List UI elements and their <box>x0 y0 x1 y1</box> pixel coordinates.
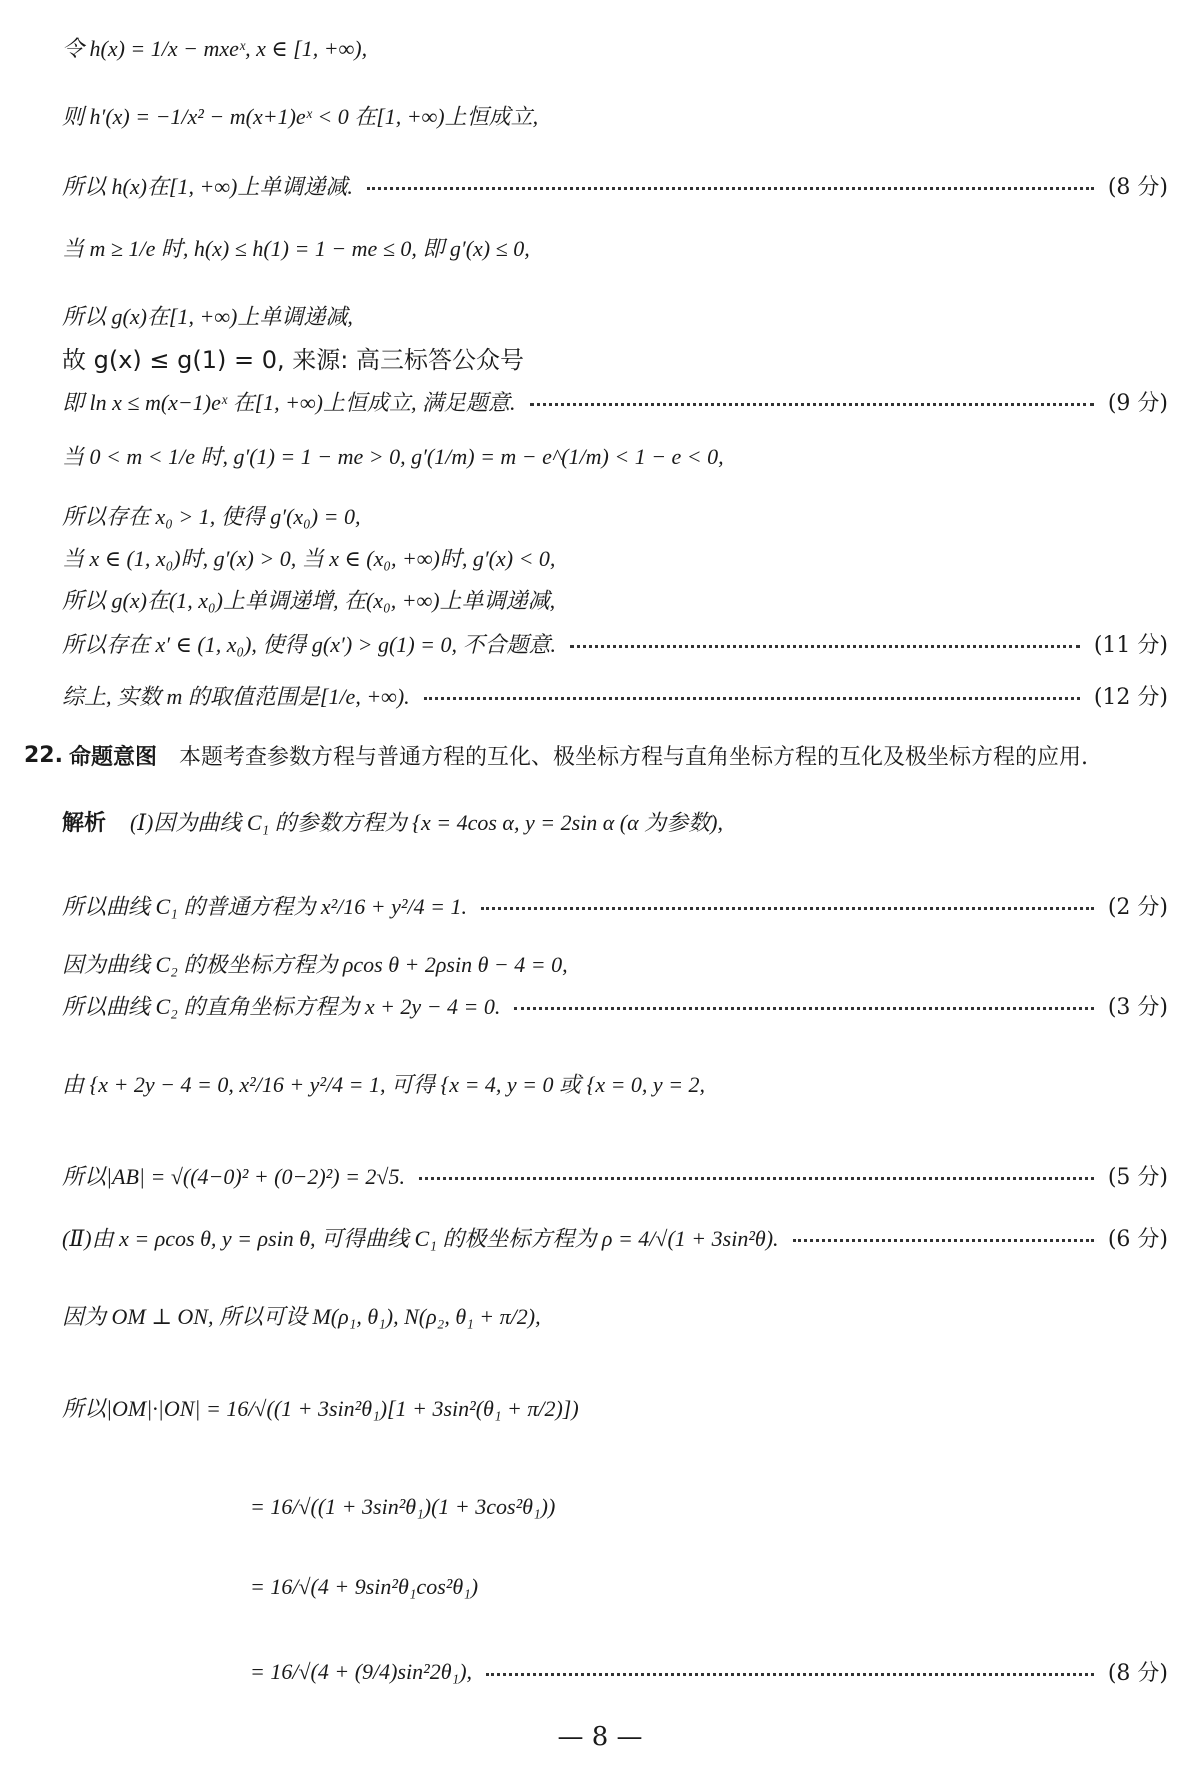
line-text: 所以 g(x)在[1, +∞)上单调递减, <box>62 304 353 329</box>
line-g-decreasing <box>62 300 1168 331</box>
line-text: 所以 h(x)在[1, +∞)上单调递减. <box>62 174 353 199</box>
score-label: (5 分) <box>1107 1165 1168 1190</box>
line-exists-x0 <box>62 500 1168 531</box>
line-sign <box>62 542 1168 573</box>
line-text: = 16/√(4 + 9sin²θ₁cos²θ₁) <box>250 1574 479 1599</box>
line-text: 因为曲线 C₂ 的极坐标方程为 ρcos θ + 2ρsin θ − 4 = 0, <box>62 952 568 977</box>
line-product-4 <box>250 1656 1168 1687</box>
line-c2-polar <box>62 948 1168 979</box>
q22-intent <box>24 740 1168 771</box>
line-text: 故 g(x) ≤ g(1) = 0, 来源: 高三标答公众号 <box>62 346 524 374</box>
line-text: 即 ln x ≤ m(x−1)eˣ 在[1, +∞)上恒成立, 满足题意. <box>62 390 516 415</box>
line-text: 当 m ≥ 1/e 时, h(x) ≤ h(1) = 1 − me ≤ 0, 即 g′(x) ≤ 0, <box>62 236 530 261</box>
section-heading: 命题意图 <box>68 745 157 770</box>
line-product-1 <box>62 1392 1168 1423</box>
line-ab <box>62 1160 1168 1191</box>
line-text: = 16/√((1 + 3sin²θ₁)(1 + 3cos²θ₁)) <box>250 1494 556 1519</box>
line-text: 因为 OM ⊥ ON, 所以可设 M(ρ₁, θ₁), N(ρ₂, θ₁ + π/2), <box>62 1304 541 1329</box>
score-label: (6 分) <box>1107 1227 1168 1252</box>
line-text: 令 h(x) = 1/x − mxeˣ, x ∈ [1, +∞), <box>62 36 368 61</box>
leader-dots <box>424 695 1080 700</box>
score-label: (9 分) <box>1107 391 1168 416</box>
leader-dots <box>367 185 1094 190</box>
line-param-eq <box>62 806 1168 837</box>
line-m-geq <box>62 232 1168 263</box>
score-label: (12 分) <box>1093 685 1168 710</box>
line-h-derivative <box>62 100 1168 131</box>
line-ln-ineq <box>62 386 1168 417</box>
line-c1-polar <box>62 1222 1168 1253</box>
line-monotonic <box>62 584 1168 615</box>
line-m-less <box>62 440 1168 471</box>
line-text: 综上, 实数 m 的取值范围是[1/e, +∞). <box>62 684 410 709</box>
line-g-leq <box>62 340 1168 375</box>
line-text: 本题考查参数方程与普通方程的互化、极坐标方程与直角坐标方程的互化及极坐标方程的应用. <box>179 745 1088 770</box>
line-text: 所以|AB| = √((4−0)² + (0−2)²) = 2√5. <box>62 1164 405 1189</box>
line-h-decreasing <box>62 170 1168 201</box>
line-text: (Ⅰ)因为曲线 C₁ 的参数方程为 {x = 4cos α, y = 2sin α (α 为参数), <box>130 810 723 835</box>
line-c2-rect <box>62 990 1168 1021</box>
leader-dots <box>793 1237 1094 1242</box>
leader-dots <box>570 643 1080 648</box>
line-text: 所以曲线 C₁ 的普通方程为 x²/16 + y²/4 = 1. <box>62 894 467 919</box>
line-product-3 <box>250 1574 1168 1600</box>
line-text: 由 {x + 2y − 4 = 0, x²/16 + y²/4 = 1, 可得 {x = 4, y = 0 或 {x = 0, y = 2, <box>62 1072 706 1097</box>
leader-dots <box>419 1175 1094 1180</box>
line-contradiction <box>62 628 1168 659</box>
score-label: (11 分) <box>1093 633 1168 658</box>
leader-dots <box>530 401 1094 406</box>
leader-dots <box>481 905 1094 910</box>
line-text: (Ⅱ)由 x = ρcos θ, y = ρsin θ, 可得曲线 C₁ 的极坐标方程为 ρ = 4/√(1 + 3sin²θ). <box>62 1226 779 1251</box>
line-om-on <box>62 1300 1168 1331</box>
score-label: (8 分) <box>1107 175 1168 200</box>
line-text: 所以|OM|·|ON| = 16/√((1 + 3sin²θ₁)[1 + 3sin²(θ₁ + π/2)]) <box>62 1396 579 1421</box>
line-text: 所以存在 x′ ∈ (1, x₀), 使得 g(x′) > g(1) = 0, 不合题意. <box>62 632 557 657</box>
score-label: (8 分) <box>1107 1661 1168 1686</box>
line-system <box>62 1068 1168 1099</box>
leader-dots <box>514 1005 1093 1010</box>
question-number: 22. <box>24 743 63 768</box>
line-conclusion <box>62 680 1168 711</box>
page-number: — 8 — <box>557 1722 643 1752</box>
score-label: (3 分) <box>1107 995 1168 1020</box>
line-text: = 16/√(4 + (9/4)sin²2θ₁), <box>250 1658 473 1684</box>
score-label: (2 分) <box>1107 895 1168 920</box>
line-h-def <box>62 32 1168 63</box>
line-text: 当 0 < m < 1/e 时, g′(1) = 1 − me > 0, g′(1/m) = m − e^(1/m) < 1 − e < 0, <box>62 444 724 469</box>
line-text: 所以 g(x)在(1, x₀)上单调递增, 在(x₀, +∞)上单调递减, <box>62 588 556 613</box>
line-product-2 <box>250 1494 1168 1520</box>
line-text: 所以存在 x₀ > 1, 使得 g′(x₀) = 0, <box>62 504 361 529</box>
line-text: 则 h′(x) = −1/x² − m(x+1)eˣ < 0 在[1, +∞)上恒成立, <box>62 104 539 129</box>
leader-dots <box>486 1671 1094 1676</box>
line-text: 所以曲线 C₂ 的直角坐标方程为 x + 2y − 4 = 0. <box>62 994 501 1019</box>
analysis-heading: 解析 <box>62 811 107 836</box>
line-c1-standard <box>62 890 1168 921</box>
line-text: 当 x ∈ (1, x₀)时, g′(x) > 0, 当 x ∈ (x₀, +∞)时, g′(x) < 0, <box>62 546 556 571</box>
